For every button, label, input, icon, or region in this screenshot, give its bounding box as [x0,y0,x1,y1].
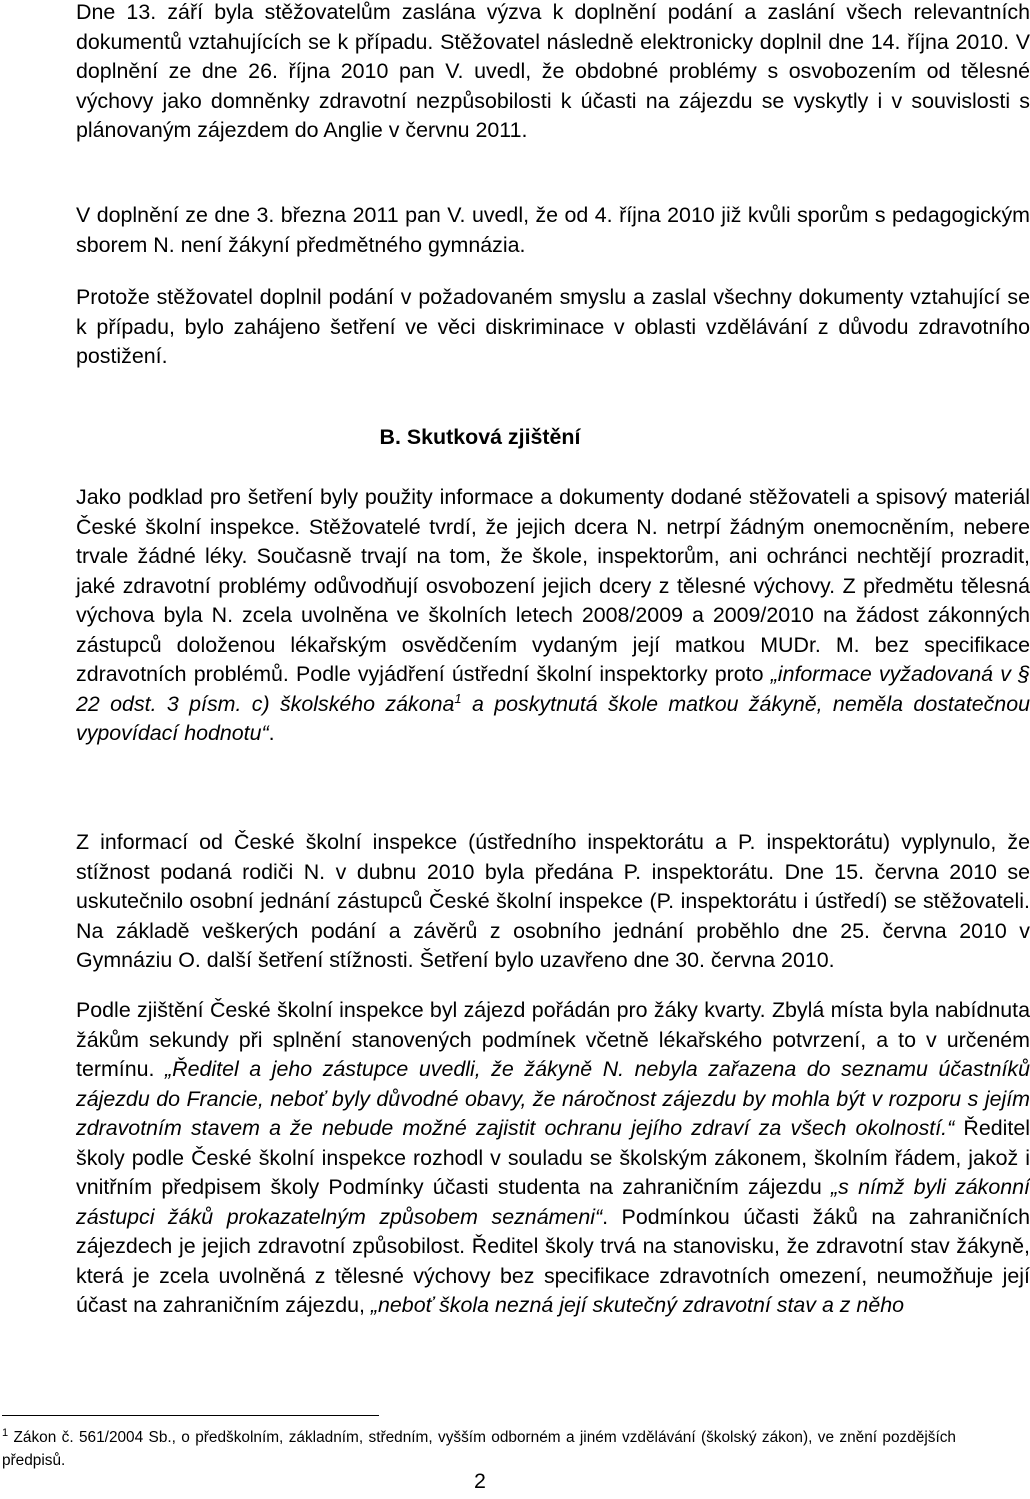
paragraph-6 [2,996,1030,1321]
paragraph-5 [2,828,1030,976]
paragraph-6-quote-2: „s nímž byli zákonní zástupci žáků prokazatelným způsobem seznámeni“ [76,1175,1030,1229]
paragraph-6-quote-3: „neboť škola nezná její skutečný zdravotní stav a z něho [370,1293,905,1317]
paragraph-6-text-b: Ředitel školy podle České školní inspekce rozhodl v souladu se školským zákonem, školním řádem, jakož i vnitřním předpisem školy Podmínky účasti studenta na zahraničním zájezdu [76,1116,1030,1199]
paragraph-1 [2,0,1030,146]
paragraph-1-text: Dne 13. září byla stěžovatelům zaslána výzva k doplnění podání a zaslání všech relevantních dokumentů vztahujících se k případu. Stěžovatel následně elektronicky doplnil dne 14. října 2010. V doplnění ze dne 26. října 2010 pan V. uvedl, že obdobné problémy s osvobozením od tělesné výchovy jako domněnky zdravotní nezpůsobilosti k účasti na zájezdu se vyskytly i v souvislosti s plánovaným zájezdem do Anglie v červnu 2011. [76,0,1030,142]
paragraph-2 [2,201,1030,260]
footnote [2,1426,956,1472]
paragraph-3-text: Protože stěžovatel doplnil podání v požadovaném smyslu a zaslal všechny dokumenty vztahující se k případu, bylo zahájeno šetření ve věci diskriminace v oblasti vzdělávání z důvodu zdravotního postižení. [76,285,1030,368]
footnote-text: Zákon č. 561/2004 Sb., o předškolním, základním, středním, vyšším odborném a jiném vzdělávání (školský zákon), ve znění pozdějších předpisů. [2,1429,956,1469]
paragraph-3 [2,283,1030,372]
paragraph-6-text-c: . Podmínkou účasti žáků na zahraničních zájezdech je jejich zdravotní způsobilost. Ředitel školy trvá na stanovisku, že zdravotní stav žákyně, která je zcela uvolněná z tělesné výchovy bez specifikace zdravotních omezení, neumožňuje její účast na zahraničním zájezdu, [76,1204,1030,1317]
page-number: 2 [474,1469,486,1493]
paragraph-2-text: V doplnění ze dne 3. března 2011 pan V. uvedl, že od 4. října 2010 již kvůli sporům s pedagogickým sborem N. není žákyní předmětného gymnázia. [76,203,1030,257]
paragraph-4-text: Jako podklad pro šetření byly použity informace a dokumenty dodané stěžovateli a spisový materiál České školní inspekce. Stěžovatelé tvrdí, že jejich dcera N. netrpí žádným onemocněním, nebere trvale žádné léky. Současně trvají na tom, že škole, inspektorům, ani ochránci nechtějí prozradit, jaké zdravotní problémy odůvodňují osvobození jejich dcery z tělesné výchovy. Z předmětu tělesná výchova byla N. zcela uvolněna ve školních letech 2008/2009 a 2009/2010 na žádost zákonných zástupců doloženou lékařským osvědčením vydaným její matkou MUDr. M. bez specifikace zdravotních problémů. Podle vyjádření ústřední školní inspektorky proto [76,485,1030,686]
section-heading: B. Skutková zjištění [379,425,581,449]
paragraph-6-text-a: Podle zjištění České školní inspekce byl zájezd pořádán pro žáky kvarty. Zbylá místa byla nabídnuta žákům sekundy při splnění stanovených podmínek včetně lékařského potvrzení, a to v určeném termínu. [76,998,1030,1081]
paragraph-4-quote: „informace vyžadovaná v § 22 odst. 3 písm. c) školského zákona [76,662,1030,716]
footnote-number: 1 [2,1427,9,1439]
paragraph-4-quote-end: a poskytnutá škole matkou žákyně, neměla dostatečnou vypovídací hodnotu“ [76,691,1030,745]
footnote-divider [2,1415,379,1416]
paragraph-5-text: Z informací od České školní inspekce (ústředního inspektorátu a P. inspektorátu) vyplynulo, že stížnost podaná rodiči N. v dubnu 2010 byla předána P. inspektorátu. Dne 15. června 2010 se uskutečnilo osobní jednání zástupců České školní inspekce (P. inspektorátu i ústředí) se stěžovateli. Na základě veškerých podání a závěrů z osobního jednání proběhlo dne 25. června 2010 v Gymnáziu O. další šetření stížnosti. Šetření bylo uzavřeno dne 30. června 2010. [76,830,1030,972]
paragraph-6-quote-1: „Ředitel a jeho zástupce uvedli, že žákyně N. nebyla zařazena do seznamu účastníků zájezdu do Francie, neboť byly důvodné obavy, že náročnost zájezdu by mohla být v rozporu s jejím zdravotním stavem a že nebude možné zajistit ochranu jejího zdraví za všech okolností.“ [76,1057,1030,1140]
paragraph-4-end: . [268,721,275,745]
paragraph-4 [2,483,1030,749]
footnote-reference[interactable]: 1 [454,690,462,706]
